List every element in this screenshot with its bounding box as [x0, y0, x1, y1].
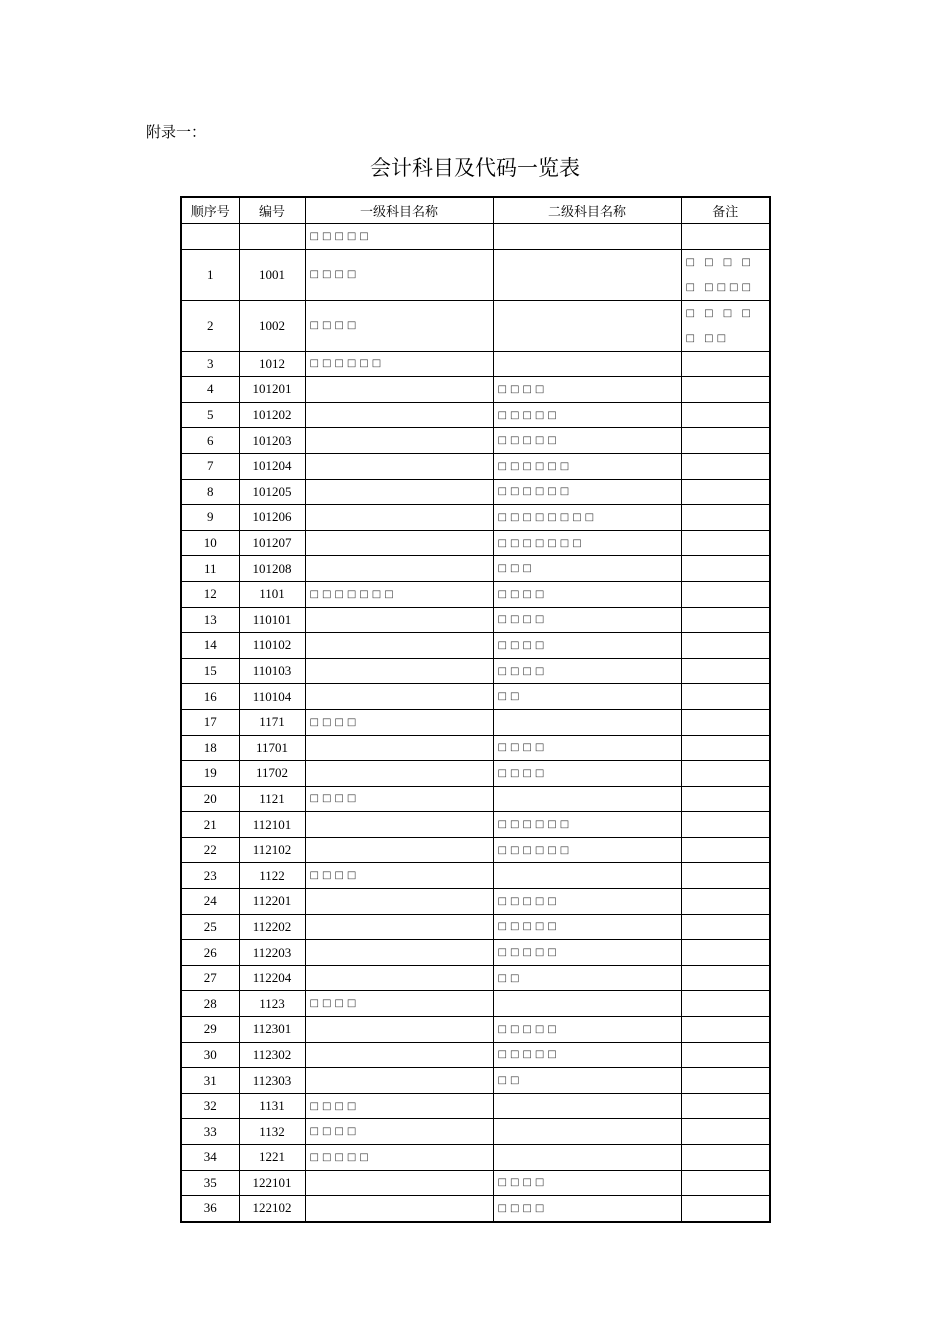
- table-row: [181, 940, 770, 966]
- cell-level2-name: □□□□□□: [493, 453, 681, 479]
- table-row: [181, 786, 770, 812]
- cell-level2-name: [493, 224, 681, 250]
- cell-code: 112203: [239, 940, 305, 966]
- cell-level1-name: □□□□□: [305, 224, 493, 250]
- cell-note: [681, 377, 770, 403]
- cell-code: 101202: [239, 402, 305, 428]
- cell-level1-name: [305, 1042, 493, 1068]
- cell-level2-name: [493, 709, 681, 735]
- table-row: [181, 351, 770, 377]
- cell-code: 1002: [239, 300, 305, 351]
- cell-level2-name: □□□□□□□: [493, 530, 681, 556]
- cell-level2-name: □□: [493, 1068, 681, 1094]
- cell-note: [681, 837, 770, 863]
- cell-note: [681, 1145, 770, 1171]
- cell-level1-name: [305, 837, 493, 863]
- cell-code: 11701: [239, 735, 305, 761]
- cell-seq: 32: [181, 1093, 239, 1119]
- cell-level1-name: [305, 965, 493, 991]
- cell-level1-name: [305, 505, 493, 531]
- table-row: [181, 453, 770, 479]
- cell-level2-name: □□□□: [493, 1170, 681, 1196]
- cell-code: 1012: [239, 351, 305, 377]
- table-row: [181, 1093, 770, 1119]
- cell-code: 1122: [239, 863, 305, 889]
- table-row: [181, 633, 770, 659]
- cell-level2-name: □□: [493, 684, 681, 710]
- cell-code: 1171: [239, 709, 305, 735]
- cell-level2-name: [493, 1145, 681, 1171]
- cell-level2-name: [493, 991, 681, 1017]
- cell-level1-name: [305, 1068, 493, 1094]
- cell-level2-name: [493, 300, 681, 351]
- cell-note: [681, 479, 770, 505]
- cell-seq: 33: [181, 1119, 239, 1145]
- table-header-row: [181, 197, 770, 224]
- cell-note: [681, 505, 770, 531]
- cell-level2-name: □□□: [493, 556, 681, 582]
- cell-level1-name: [305, 402, 493, 428]
- page-title: 会计科目及代码一览表: [370, 156, 580, 180]
- cell-note: [681, 1068, 770, 1094]
- cell-note: [681, 1042, 770, 1068]
- cell-note: [681, 914, 770, 940]
- table-row: [181, 581, 770, 607]
- cell-level2-name: □□□□□: [493, 1017, 681, 1043]
- cell-level1-name: □□□□: [305, 1119, 493, 1145]
- table-row: [181, 607, 770, 633]
- cell-note: [681, 761, 770, 787]
- cell-note: [681, 453, 770, 479]
- cell-seq: 8: [181, 479, 239, 505]
- cell-level2-name: [493, 863, 681, 889]
- cell-level1-name: [305, 1017, 493, 1043]
- cell-code: 112204: [239, 965, 305, 991]
- cell-level2-name: □□□□□: [493, 428, 681, 454]
- cell-code: 1221: [239, 1145, 305, 1171]
- cell-level1-name: □□□□□□: [305, 351, 493, 377]
- cell-code: 101204: [239, 453, 305, 479]
- table-row: [181, 761, 770, 787]
- cell-seq: 18: [181, 735, 239, 761]
- cell-code: 11702: [239, 761, 305, 787]
- cell-seq: 3: [181, 351, 239, 377]
- cell-note: [681, 684, 770, 710]
- cell-seq: 6: [181, 428, 239, 454]
- cell-code: 101207: [239, 530, 305, 556]
- cell-level1-name: [305, 633, 493, 659]
- cell-note: [681, 428, 770, 454]
- cell-seq: 4: [181, 377, 239, 403]
- cell-seq: 24: [181, 889, 239, 915]
- table-row: [181, 224, 770, 250]
- cell-note: [681, 1017, 770, 1043]
- cell-note: [681, 863, 770, 889]
- cell-level2-name: □□□□□□: [493, 837, 681, 863]
- cell-code: 112301: [239, 1017, 305, 1043]
- cell-level2-name: [493, 249, 681, 300]
- cell-code: 122102: [239, 1196, 305, 1222]
- cell-code: [239, 224, 305, 250]
- cell-code: 112102: [239, 837, 305, 863]
- table-row: [181, 1170, 770, 1196]
- appendix-label: 附录一：: [146, 123, 207, 141]
- cell-seq: 12: [181, 581, 239, 607]
- table-row: [181, 812, 770, 838]
- cell-code: 101205: [239, 479, 305, 505]
- cell-level2-name: □□□□: [493, 1196, 681, 1222]
- table-row: [181, 377, 770, 403]
- cell-level1-name: [305, 453, 493, 479]
- cell-level1-name: [305, 377, 493, 403]
- cell-level2-name: □□□□: [493, 658, 681, 684]
- cell-code: 1123: [239, 991, 305, 1017]
- cell-seq: 10: [181, 530, 239, 556]
- cell-level2-name: □□□□: [493, 633, 681, 659]
- cell-code: 112101: [239, 812, 305, 838]
- header-level2-name: 二级科目名称: [493, 197, 681, 224]
- cell-seq: 1: [181, 249, 239, 300]
- cell-level1-name: [305, 914, 493, 940]
- table-row: [181, 530, 770, 556]
- cell-seq: 23: [181, 863, 239, 889]
- cell-seq: 22: [181, 837, 239, 863]
- cell-seq: 13: [181, 607, 239, 633]
- cell-level1-name: □□□□□: [305, 1145, 493, 1171]
- cell-level2-name: [493, 1119, 681, 1145]
- cell-note: [681, 530, 770, 556]
- header-note: 备注: [681, 197, 770, 224]
- cell-level1-name: [305, 658, 493, 684]
- cell-seq: 29: [181, 1017, 239, 1043]
- cell-seq: 16: [181, 684, 239, 710]
- cell-level2-name: □□□□□□: [493, 812, 681, 838]
- cell-note: [681, 224, 770, 250]
- cell-note: [681, 965, 770, 991]
- table-row: [181, 658, 770, 684]
- cell-note: [681, 991, 770, 1017]
- header-seq: 顺序号: [181, 197, 239, 224]
- table-row: [181, 1196, 770, 1222]
- cell-note: [681, 1196, 770, 1222]
- cell-level1-name: [305, 1196, 493, 1222]
- cell-note: [681, 735, 770, 761]
- cell-seq: 7: [181, 453, 239, 479]
- table-row: [181, 1017, 770, 1043]
- cell-level2-name: □□□□: [493, 377, 681, 403]
- cell-seq: 27: [181, 965, 239, 991]
- cell-level2-name: [493, 786, 681, 812]
- cell-level1-name: [305, 940, 493, 966]
- cell-seq: 28: [181, 991, 239, 1017]
- cell-level2-name: □□□□: [493, 581, 681, 607]
- cell-seq: [181, 224, 239, 250]
- cell-seq: 15: [181, 658, 239, 684]
- cell-note: □ □ □ □ □ □□: [681, 300, 770, 351]
- table-row: [181, 556, 770, 582]
- cell-level1-name: □□□□: [305, 1093, 493, 1119]
- cell-code: 101201: [239, 377, 305, 403]
- cell-level1-name: □□□□: [305, 249, 493, 300]
- table-row: [181, 402, 770, 428]
- table-row: [181, 1068, 770, 1094]
- cell-code: 112302: [239, 1042, 305, 1068]
- table-row: [181, 709, 770, 735]
- cell-note: [681, 581, 770, 607]
- header-code: 编号: [239, 197, 305, 224]
- cell-note: [681, 940, 770, 966]
- cell-seq: 31: [181, 1068, 239, 1094]
- cell-level1-name: □□□□□□□: [305, 581, 493, 607]
- cell-level1-name: [305, 556, 493, 582]
- cell-level1-name: □□□□: [305, 709, 493, 735]
- cell-seq: 2: [181, 300, 239, 351]
- account-code-table: [180, 196, 771, 1223]
- table-row: [181, 684, 770, 710]
- cell-seq: 9: [181, 505, 239, 531]
- cell-level1-name: [305, 1170, 493, 1196]
- cell-level2-name: □□□□□□□□: [493, 505, 681, 531]
- table-row: [181, 505, 770, 531]
- cell-note: □ □ □ □ □ □□□□: [681, 249, 770, 300]
- table-row: [181, 914, 770, 940]
- cell-code: 110101: [239, 607, 305, 633]
- cell-note: [681, 812, 770, 838]
- cell-note: [681, 402, 770, 428]
- cell-code: 112201: [239, 889, 305, 915]
- cell-level1-name: [305, 607, 493, 633]
- cell-code: 110104: [239, 684, 305, 710]
- cell-level2-name: □□□□□: [493, 889, 681, 915]
- cell-level1-name: □□□□: [305, 991, 493, 1017]
- cell-level1-name: □□□□: [305, 863, 493, 889]
- cell-code: 110102: [239, 633, 305, 659]
- cell-seq: 20: [181, 786, 239, 812]
- cell-note: [681, 351, 770, 377]
- table-row: [181, 735, 770, 761]
- cell-seq: 11: [181, 556, 239, 582]
- cell-seq: 5: [181, 402, 239, 428]
- cell-code: 110103: [239, 658, 305, 684]
- cell-level1-name: [305, 889, 493, 915]
- cell-seq: 35: [181, 1170, 239, 1196]
- cell-seq: 25: [181, 914, 239, 940]
- cell-code: 1101: [239, 581, 305, 607]
- cell-code: 1131: [239, 1093, 305, 1119]
- cell-level2-name: □□□□: [493, 735, 681, 761]
- cell-note: [681, 1170, 770, 1196]
- cell-seq: 34: [181, 1145, 239, 1171]
- cell-level2-name: □□□□□: [493, 402, 681, 428]
- cell-code: 1001: [239, 249, 305, 300]
- cell-level2-name: □□: [493, 965, 681, 991]
- cell-note: [681, 889, 770, 915]
- table-row: [181, 479, 770, 505]
- table-row: [181, 428, 770, 454]
- table-row: [181, 965, 770, 991]
- cell-level2-name: □□□□□□: [493, 479, 681, 505]
- cell-note: [681, 556, 770, 582]
- cell-seq: 14: [181, 633, 239, 659]
- cell-code: 101203: [239, 428, 305, 454]
- table-row: [181, 249, 770, 300]
- cell-code: 112202: [239, 914, 305, 940]
- cell-seq: 19: [181, 761, 239, 787]
- cell-code: 112303: [239, 1068, 305, 1094]
- cell-level1-name: [305, 479, 493, 505]
- cell-level2-name: [493, 351, 681, 377]
- cell-note: [681, 1093, 770, 1119]
- cell-seq: 21: [181, 812, 239, 838]
- cell-level1-name: [305, 530, 493, 556]
- table-row: [181, 1145, 770, 1171]
- header-level1-name: 一级科目名称: [305, 197, 493, 224]
- cell-level1-name: □□□□: [305, 786, 493, 812]
- table-row: [181, 863, 770, 889]
- cell-note: [681, 658, 770, 684]
- table-row: [181, 837, 770, 863]
- table-row: [181, 991, 770, 1017]
- cell-level2-name: □□□□: [493, 761, 681, 787]
- cell-code: 122101: [239, 1170, 305, 1196]
- cell-level1-name: [305, 761, 493, 787]
- cell-code: 1132: [239, 1119, 305, 1145]
- cell-level2-name: □□□□□: [493, 914, 681, 940]
- cell-code: 101206: [239, 505, 305, 531]
- cell-level1-name: [305, 428, 493, 454]
- cell-note: [681, 607, 770, 633]
- cell-level1-name: [305, 812, 493, 838]
- cell-level2-name: □□□□□: [493, 940, 681, 966]
- cell-seq: 26: [181, 940, 239, 966]
- cell-level1-name: [305, 684, 493, 710]
- cell-note: [681, 709, 770, 735]
- cell-level2-name: [493, 1093, 681, 1119]
- cell-code: 101208: [239, 556, 305, 582]
- cell-level2-name: □□□□□: [493, 1042, 681, 1068]
- cell-seq: 30: [181, 1042, 239, 1068]
- cell-seq: 17: [181, 709, 239, 735]
- cell-seq: 36: [181, 1196, 239, 1222]
- cell-level1-name: [305, 735, 493, 761]
- cell-level2-name: □□□□: [493, 607, 681, 633]
- cell-note: [681, 786, 770, 812]
- table-row: [181, 1042, 770, 1068]
- table-row: [181, 1119, 770, 1145]
- cell-note: [681, 633, 770, 659]
- cell-code: 1121: [239, 786, 305, 812]
- cell-note: [681, 1119, 770, 1145]
- table-row: [181, 300, 770, 351]
- cell-level1-name: □□□□: [305, 300, 493, 351]
- table-row: [181, 889, 770, 915]
